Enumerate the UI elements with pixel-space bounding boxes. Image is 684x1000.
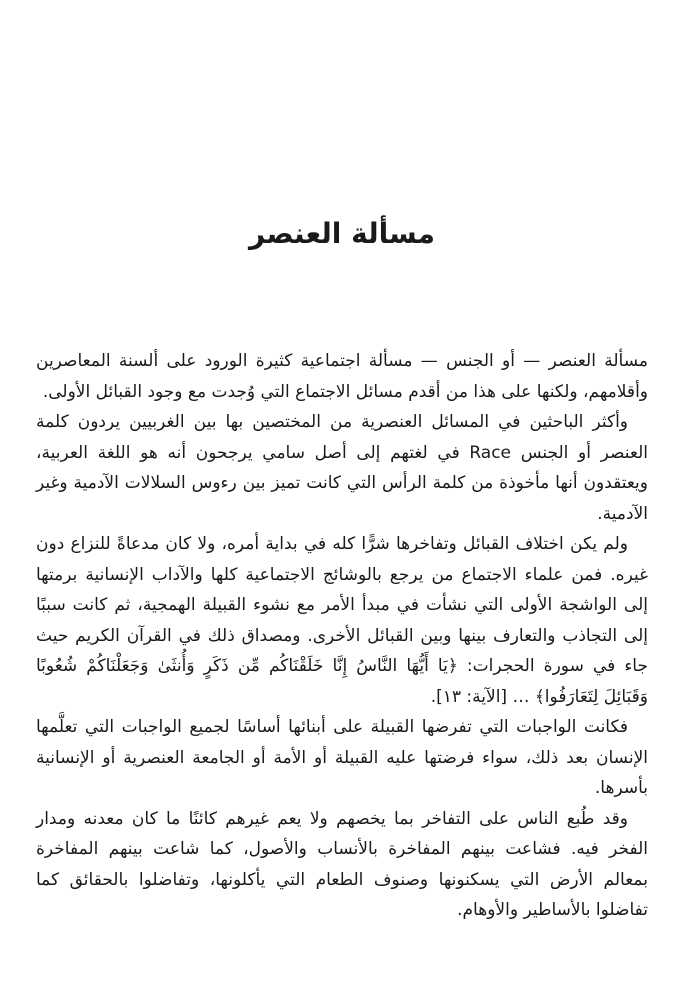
paragraph-4: فكانت الواجبات التي تفرضها القبيلة على أبنائها أساسًا لجميع الواجبات التي تعلَّمها الإنسان بعد ذلك، سواء فرضتها عليه القبيلة أو الأمة أو الجامعة العنصرية أو الإنسانية بأسرها. [36,717,648,798]
paragraph-2: وأكثر الباحثين في المسائل العنصرية من المختصين بها بين الغربيين يردون كلمة العنصر أو الجنس Race في لغتهم إلى أصل سامي يرجحون أنه هو اللغة العربية، ويعتقدون أنها مأخوذة من كلمة الرأس التي كانت تميز بين رءوس السلالات الآدمية وغير الآدمية. [36,412,648,524]
chapter-body [36,346,648,926]
chapter-title: مسألة العنصر [249,217,435,250]
paragraph-3: ولم يكن اختلاف القبائل وتفاخرها شرًّا كله في بداية أمره، ولا كان مدعاةً للنزاع دون غيره. فمن علماء الاجتماع من يرجع بالوشائج الاجتماعية كلها والآداب الإنسانية برمتها إلى الواشجة الأولى التي نشأت في مبدأ الأمر مع نشوء القبيلة الهمجية، ثم كانت سببًا إلى التجاذب والتعارف بينها وبين القبائل الأخرى. ومصداق ذلك في القرآن الكريم حيث جاء في سورة الحجرات: ﴿يَا أَيُّهَا النَّاسُ إِنَّا خَلَقْنَاكُم مِّن ذَكَرٍ وَأُنثَىٰ وَجَعَلْنَاكُمْ شُعُوبًا وَقَبَائِلَ لِتَعَارَفُوا﴾ … [الآية: ١٣]. [36,534,648,707]
paragraph-5: وقد طُبع الناس على التفاخر بما يخصهم ولا يعم غيرهم كائنًا ما كان معدنه ومدار الفخر فيه. فشاعت بينهم المفاخرة بالأنساب والأصول، كما شاعت بينهم المفاخرة بمعالم الأرض التي يسكنونها وصنوف الطعام التي يأكلونها، وتفاضلوا بالحقائق كما تفاضلوا بالأساطير والأوهام. [36,808,648,920]
paragraph-1: مسألة العنصر — أو الجنس — مسألة اجتماعية كثيرة الورود على ألسنة المعاصرين وأقلامهم، ولكنها على هذا من أقدم مسائل الاجتماع التي وُجدت مع وجود القبائل الأولى. [36,351,648,402]
